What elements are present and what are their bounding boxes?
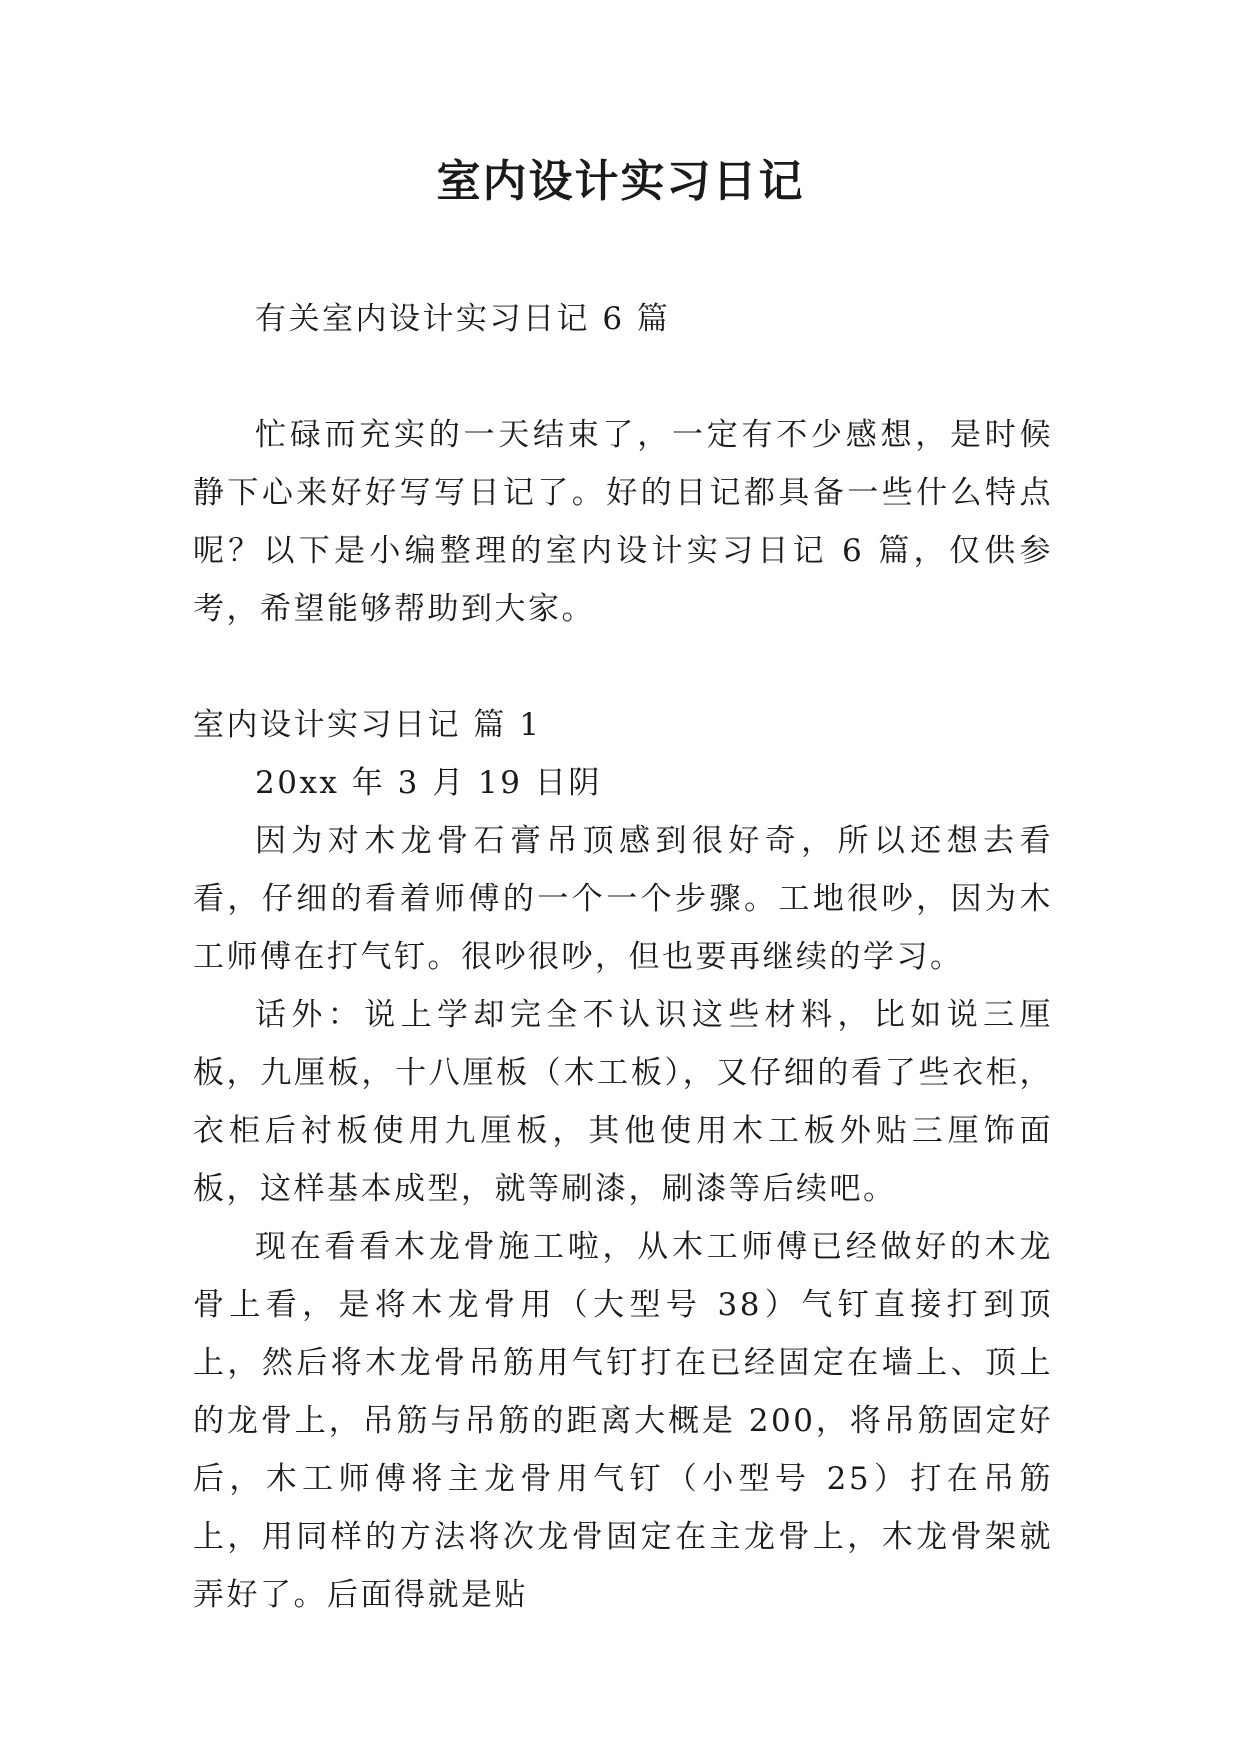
entry-date: 20xx 年 3 月 19 日阴: [255, 765, 602, 801]
section-heading: 室内设计实习日记 篇 1: [193, 707, 542, 743]
document-title: 室内设计实习日记: [436, 156, 805, 207]
intro-paragraph: 忙碌而充实的一天结束了，一定有不少感想，是时候静下心来好好写写日记了。好的日记都具备一些什么特点呢？以下是小编整理的室内设计实习日记 6 篇，仅供参考，希望能够帮助到大家。: [193, 417, 1053, 627]
body-paragraph: 现在看看木龙骨施工啦，从木工师傅已经做好的木龙骨上看，是将木龙骨用（大型号 38）气钉直接打到顶上，然后将木龙骨吊筋用气钉打在已经固定在墙上、顶上的龙骨上，吊筋与吊筋的距离大概是 200，将吊筋固定好后，木工师傅将主龙骨用气钉（小型号 25）打在吊筋上，用同样的方法将次龙骨固定在主龙骨上，木龙骨架就弄好了。后面得就是贴: [193, 1229, 1053, 1613]
subtitle: 有关室内设计实习日记 6 篇: [255, 301, 671, 337]
document-body: [193, 290, 1053, 1624]
body-paragraph: 因为对木龙骨石膏吊顶感到很好奇，所以还想去看看，仔细的看着师傅的一个一个步骤。工地很吵，因为木工师傅在打气钉。很吵很吵，但也要再继续的学习。: [193, 823, 1053, 975]
body-paragraph: 话外：说上学却完全不认识这些材料，比如说三厘板，九厘板，十八厘板（木工板），又仔细的看了些衣柜，衣柜后衬板使用九厘板，其他使用木工板外贴三厘饰面板，这样基本成型，就等刷漆，刷漆等后续吧。: [193, 997, 1053, 1207]
